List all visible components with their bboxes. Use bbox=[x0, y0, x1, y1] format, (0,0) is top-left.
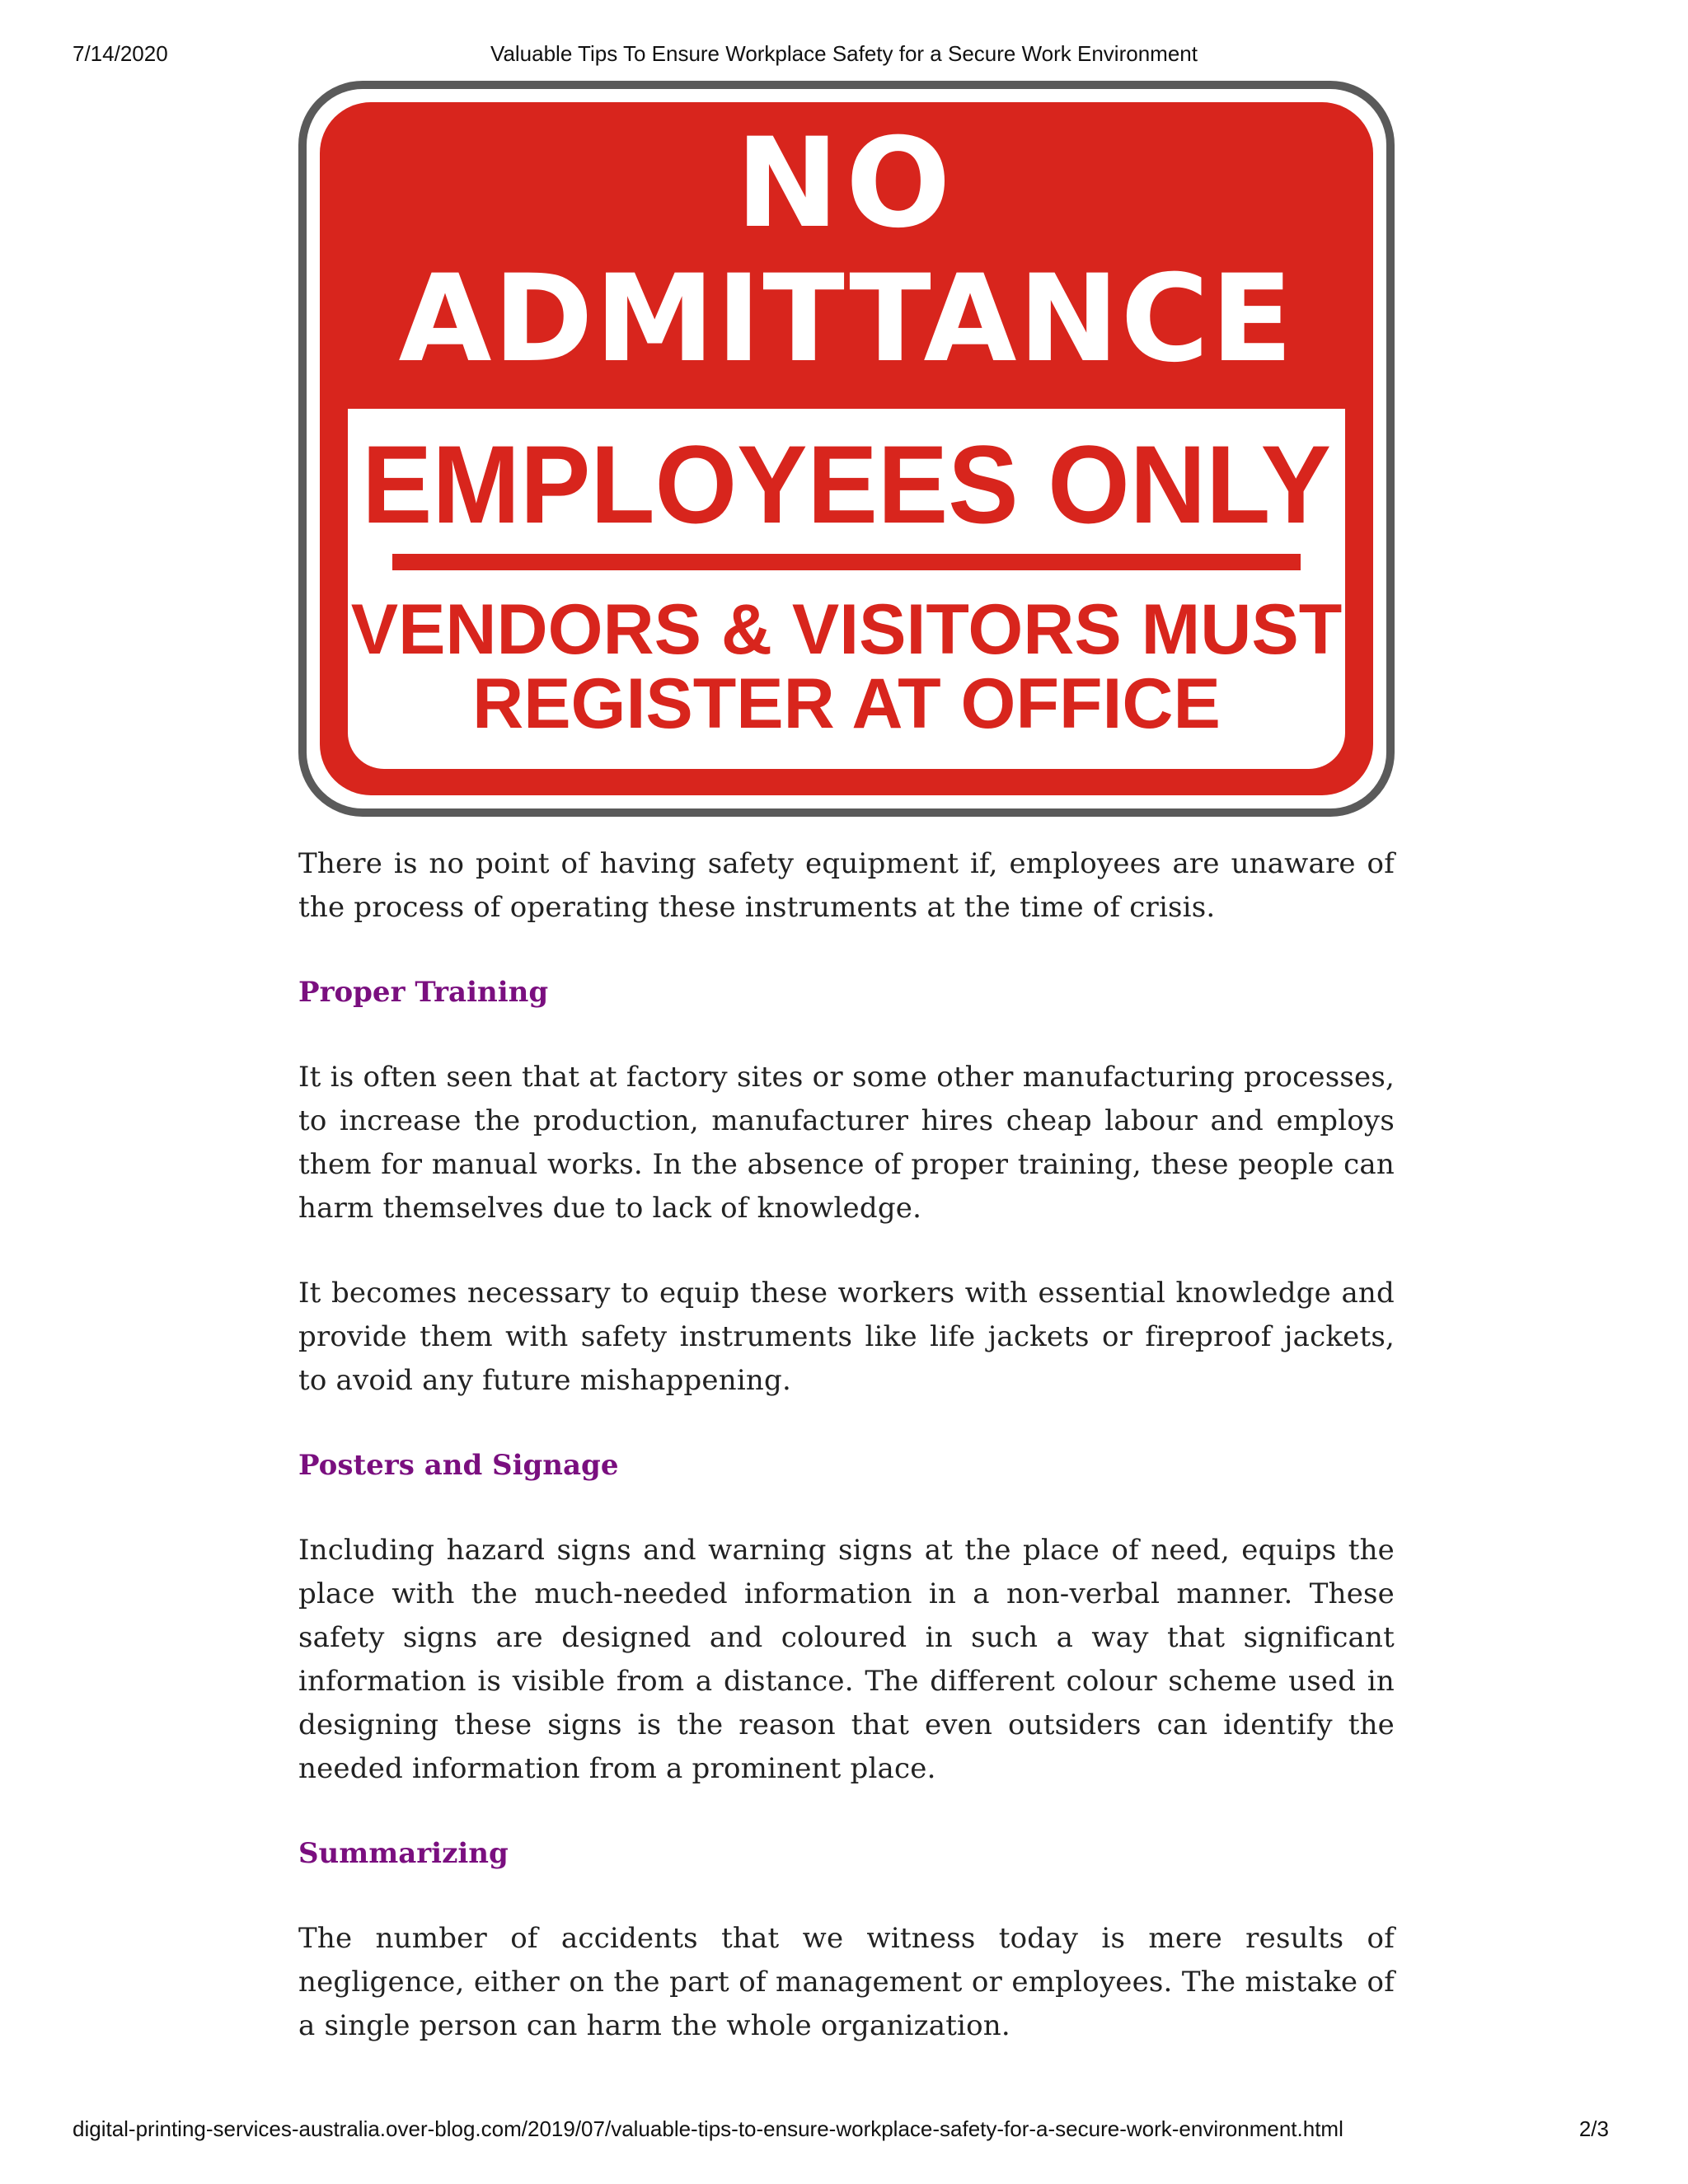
article-body bbox=[298, 842, 1395, 2089]
no-admittance-sign-image bbox=[298, 81, 1395, 817]
print-page-title: Valuable Tips To Ensure Workplace Safety for a Secure Work Environment bbox=[490, 41, 1198, 66]
section-paragraph: It becomes necessary to equip these workers with essential knowledge and provide them with safety instruments like life jackets or fireproof jackets, to avoid any future mishappening. bbox=[298, 1277, 1395, 1397]
section-heading-posters-and-signage: Posters and Signage bbox=[298, 1449, 619, 1482]
sign-line-no: NO bbox=[735, 112, 958, 255]
print-url: digital-printing-services-australia.over-blog.com/2019/07/valuable-tips-to-ensure-workplace-safety-for-a-secure-work-environment.html bbox=[73, 2116, 1343, 2141]
print-date: 7/14/2020 bbox=[73, 41, 168, 66]
print-page-number: 2/3 bbox=[1578, 2116, 1609, 2141]
sign-red-panel bbox=[320, 102, 1373, 795]
sign-white-panel bbox=[348, 409, 1345, 769]
print-footer bbox=[0, 2116, 1688, 2144]
section-paragraph: It is often seen that at factory sites or some other manufacturing processes, to increase the production, manufacturer hires cheap labour and employs them for manual works. In the absence of proper training, these people can harm themselves due to lack of knowledge. bbox=[298, 1061, 1395, 1225]
sign-divider bbox=[392, 554, 1301, 570]
sign-line-register: REGISTER AT OFFICE bbox=[472, 664, 1221, 743]
sign-line-employees-only: EMPLOYEES ONLY bbox=[362, 423, 1331, 547]
sign-line-admittance: ADMITTANCE bbox=[398, 249, 1295, 389]
sign-line-vendors: VENDORS & VISITORS MUST bbox=[350, 590, 1343, 669]
section-paragraph: The number of accidents that we witness today is mere results of negligence, either on the part of management or employees. The mistake of a single person can harm the whole organization. bbox=[298, 1922, 1395, 2042]
section-heading-proper-training: Proper Training bbox=[298, 976, 549, 1009]
intro-paragraph: There is no point of having safety equipment if, employees are unaware of the process of operating these instruments at the time of crisis. bbox=[298, 847, 1395, 924]
print-header bbox=[0, 41, 1688, 69]
section-heading-summarizing: Summarizing bbox=[298, 1837, 509, 1870]
section-paragraph: Including hazard signs and warning signs at the place of need, equips the place with the much-needed information in a non-verbal manner. These safety signs are designed and coloured in such a way that significant information is visible from a distance. The different colour scheme used in designing these signs is the reason that even outsiders can identify the needed information from a prominent place. bbox=[298, 1534, 1395, 1785]
